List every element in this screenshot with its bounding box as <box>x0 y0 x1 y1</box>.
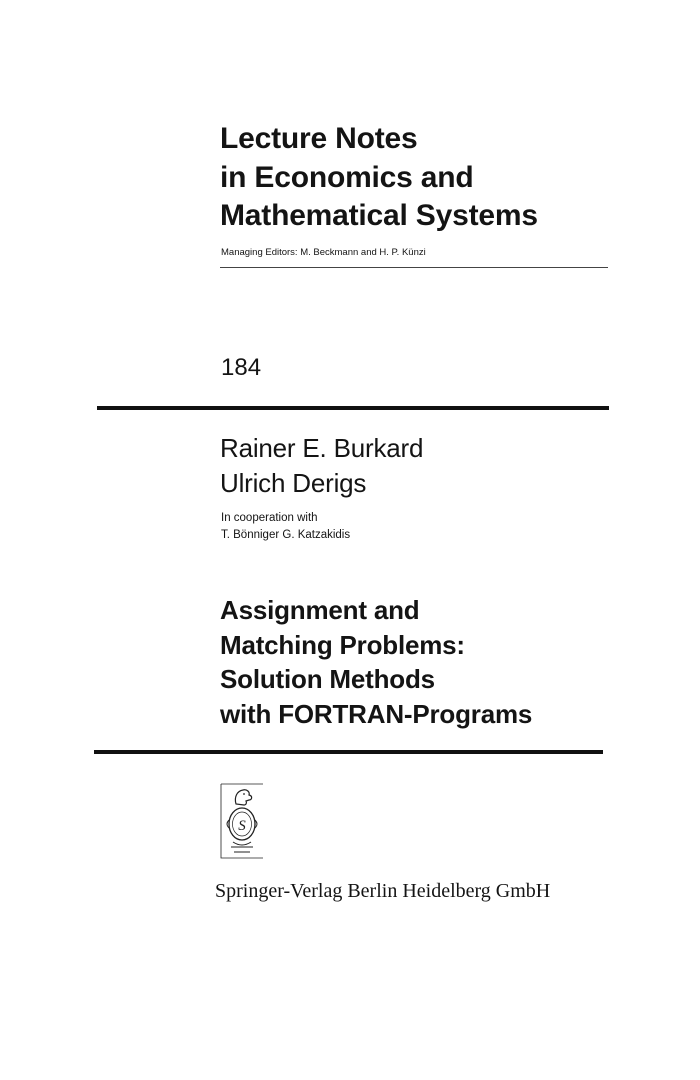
book-title-line-2: Matching Problems: <box>220 629 465 660</box>
book-title <box>220 593 532 731</box>
book-title-line-1: Assignment and <box>220 595 420 625</box>
series-title <box>220 120 538 236</box>
logo-letter: S <box>238 818 246 834</box>
series-title-line-2: in Economics and <box>220 160 474 194</box>
cooperation-credits <box>221 510 350 544</box>
series-title-line-1: Lecture Notes <box>220 122 418 155</box>
book-title-line-4: with FORTRAN-Programs <box>220 698 533 729</box>
publisher-imprint: Springer-Verlag Berlin Heidelberg GmbH <box>215 880 551 902</box>
book-title-line-3: Solution Methods <box>220 664 435 694</box>
series-title-line-3: Mathematical Systems <box>220 199 538 232</box>
author-1: Rainer E. Burkard <box>220 433 424 463</box>
volume-number: 184 <box>221 354 262 381</box>
top-thick-divider <box>97 406 609 410</box>
springer-logo-icon <box>219 782 265 860</box>
bottom-thick-divider <box>94 750 603 754</box>
cooperation-label: In cooperation with <box>221 512 318 524</box>
cooperation-names: T. Bönniger G. Katzakidis <box>221 529 351 541</box>
managing-editors: Managing Editors: M. Beckmann and H. P. Künzi <box>221 247 426 258</box>
author-2: Ulrich Derigs <box>220 468 367 498</box>
authors <box>220 431 423 501</box>
series-divider <box>220 267 608 268</box>
